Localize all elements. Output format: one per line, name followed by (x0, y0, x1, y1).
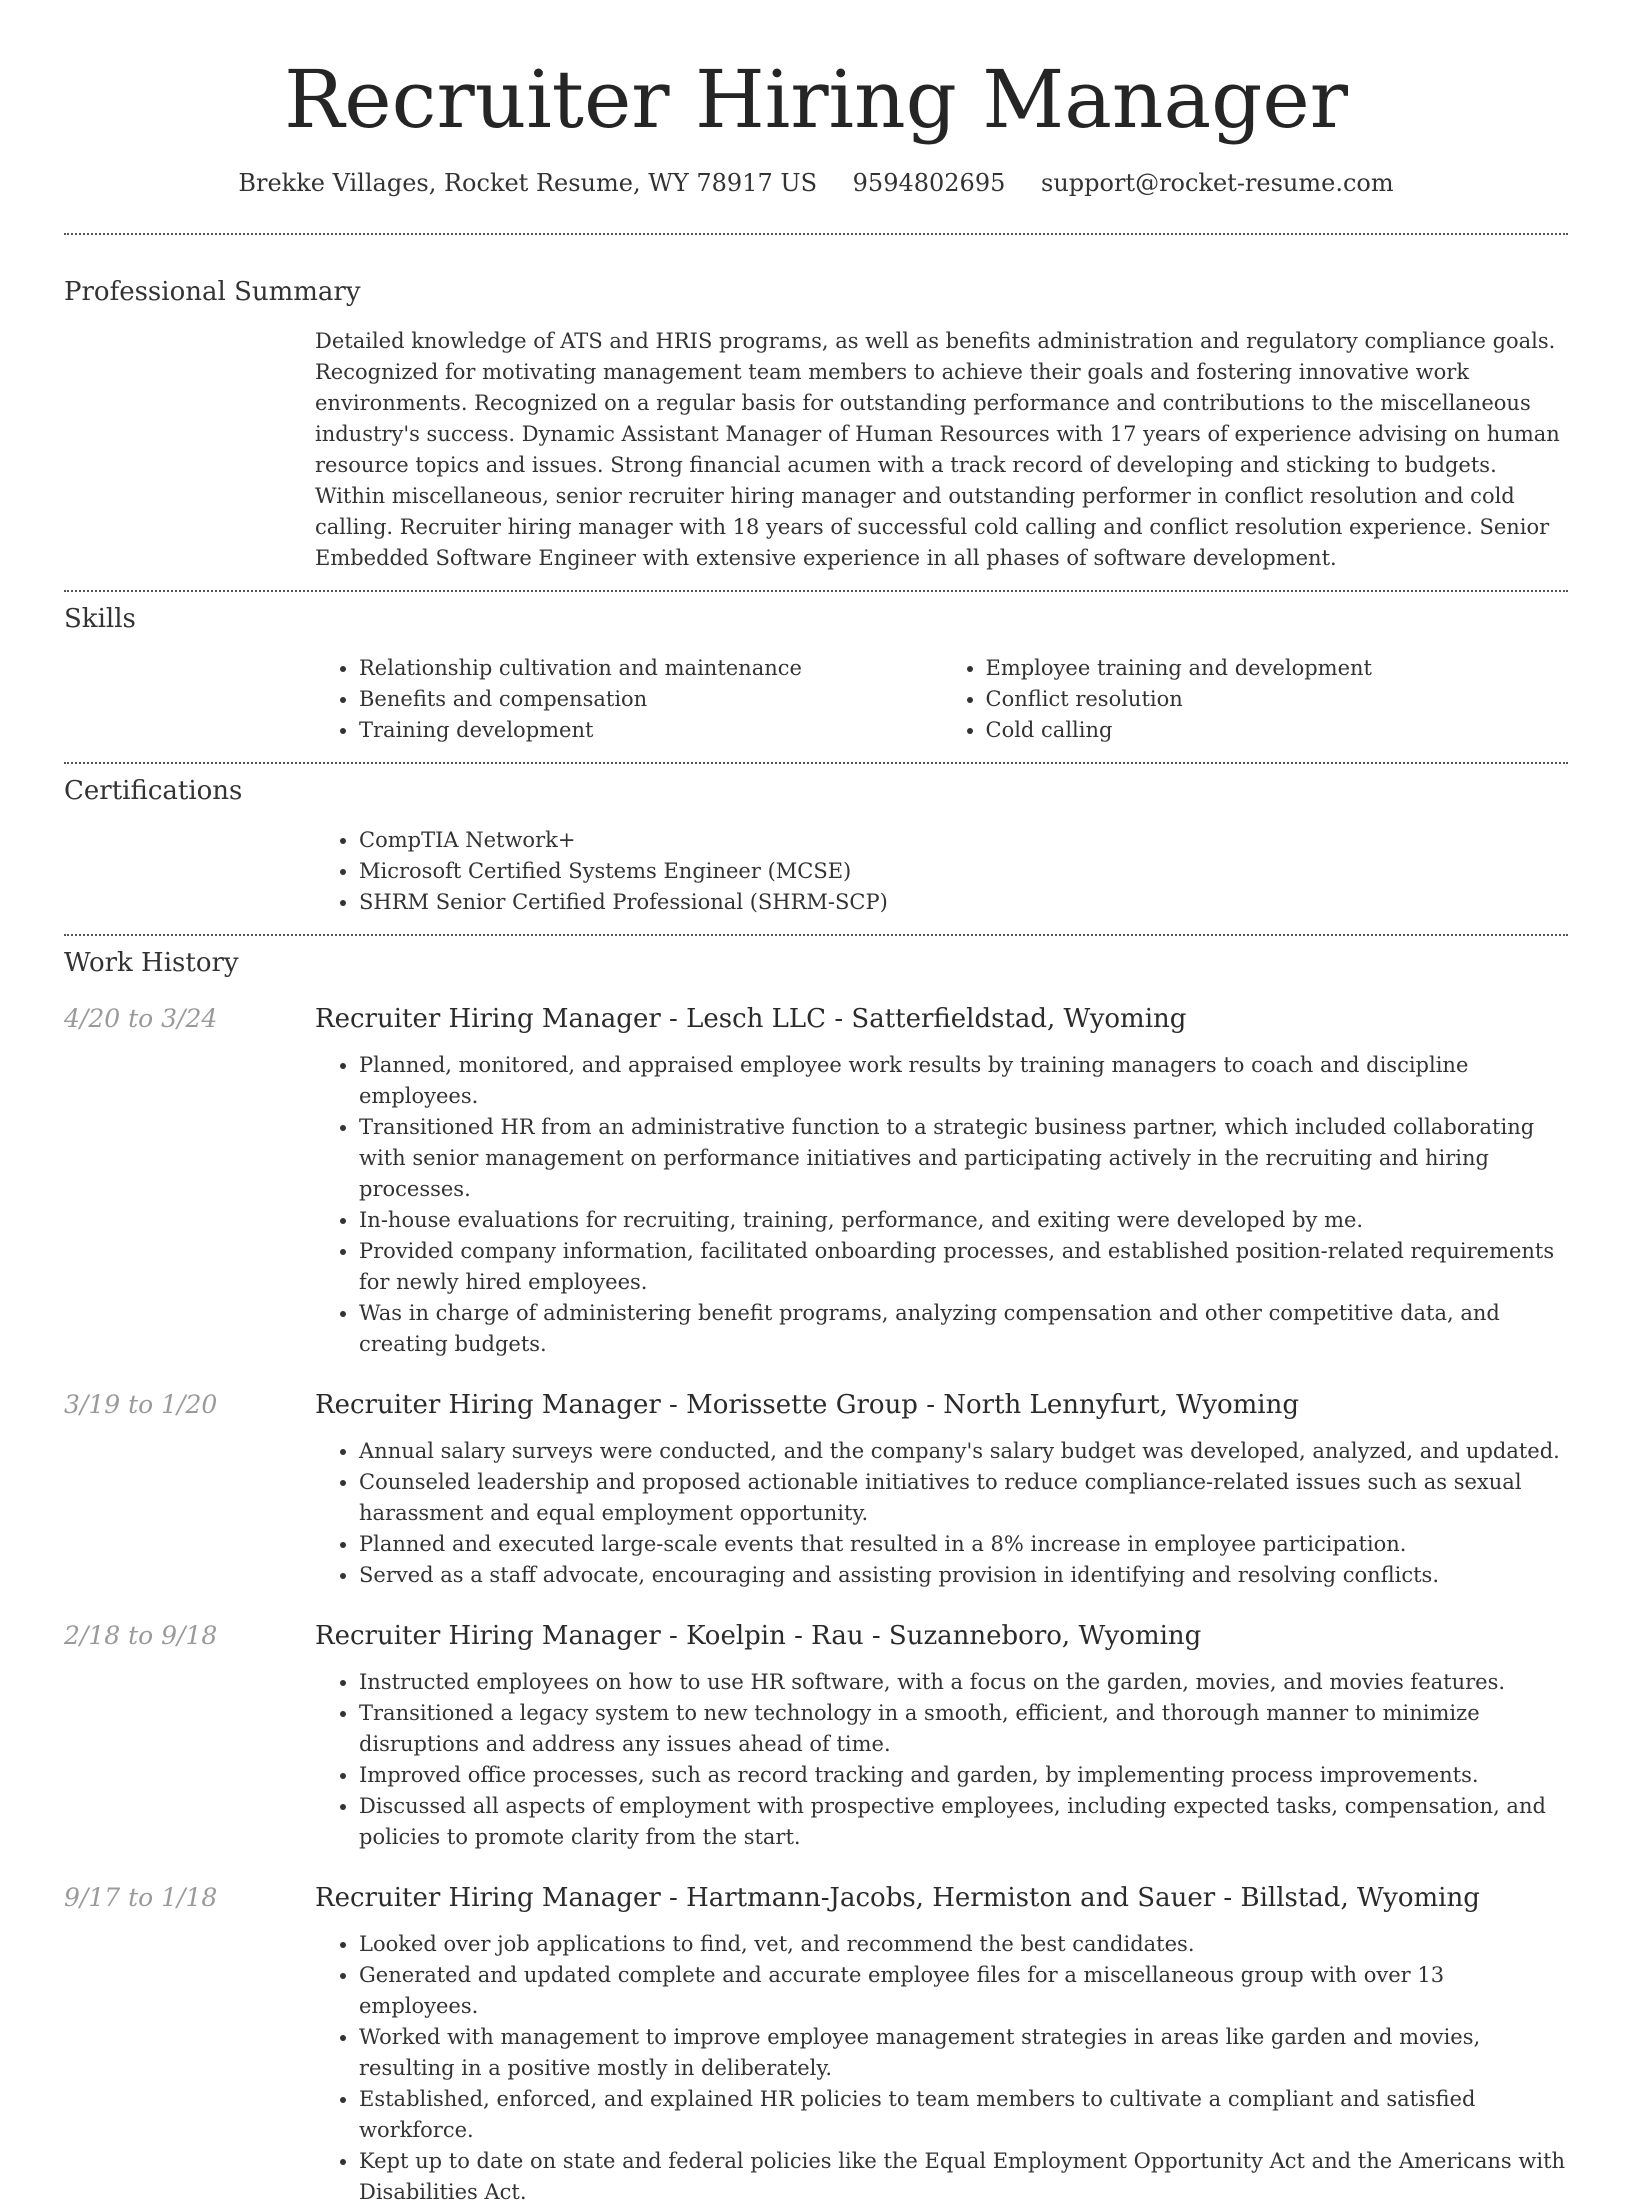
job-bullet: • Instructed employees on how to use HR software, with a focus on the garden, movies, and movies features. (359, 1667, 1568, 1698)
job-entry (64, 1002, 1568, 1360)
certifications-heading: Certifications (64, 776, 243, 806)
job-bullets (315, 1929, 1568, 2208)
job-bullet: • Transitioned a legacy system to new technology in a smooth, efficient, and thorough manner to minimize disruptions and address any issues ahead of time. (359, 1698, 1568, 1760)
job-bullets (315, 1436, 1568, 1591)
skill-item: • Relationship cultivation and maintenance (359, 653, 942, 684)
summary-text: Detailed knowledge of ATS and HRIS programs, as well as benefits administration and regulatory compliance goals. Recognized for motivating management team members to achieve their goals and fostering innovative work environments. Recognized on a regular basis for outstanding performance and contributions to the miscellaneous industry's success. Dynamic Assistant Manager of Human Resources with 17 years of experience advising on human resource topics and issues. Strong financial acumen with a track record of developing and sticking to budgets. Within miscellaneous, senior recruiter hiring manager and outstanding performer in conflict resolution and cold calling. Recruiter hiring manager with 18 years of successful cold calling and conflict resolution experience. Senior Embedded Software Engineer with extensive experience in all phases of software development. (315, 329, 1560, 570)
skills-divider (64, 762, 1568, 764)
job-body (315, 1388, 1568, 1591)
job-entry (64, 1881, 1568, 2208)
job-bullet: • Improved office processes, such as record tracking and garden, by implementing process improvements. (359, 1760, 1568, 1791)
summary-content (315, 326, 1568, 574)
work-history-section (64, 946, 1568, 2208)
job-bullet: • Looked over job applications to find, vet, and recommend the best candidates. (359, 1929, 1568, 1960)
skills-section (64, 602, 1568, 746)
job-bullet: • Established, enforced, and explained HR policies to team members to cultivate a compliant and satisfied workforce. (359, 2084, 1568, 2146)
job-title: Recruiter Hiring Manager - Lesch LLC - Satterfieldstad, Wyoming (315, 1004, 1187, 1034)
skill-item: • Employee training and development (986, 653, 1569, 684)
job-entry (64, 1619, 1568, 1853)
skill-item: • Cold calling (986, 715, 1569, 746)
job-bullet: • Provided company information, facilitated onboarding processes, and established position-related requirements for newly hired employees. (359, 1236, 1568, 1298)
job-bullet: • Worked with management to improve employee management strategies in areas like garden and movies, resulting in a positive mostly in deliberately. (359, 2022, 1568, 2084)
job-dates: 9/17 to 1/18 (64, 1883, 218, 1912)
certification-item: • SHRM Senior Certified Professional (SHRM-SCP) (359, 887, 1568, 918)
job-bullet: • Planned and executed large-scale events that resulted in a 8% increase in employee participation. (359, 1529, 1568, 1560)
skills-heading: Skills (64, 604, 136, 634)
skills-list (315, 653, 1568, 746)
work-history-heading: Work History (64, 948, 239, 978)
candidate-name: Recruiter Hiring Manager (284, 53, 1348, 146)
skill-item: • Conflict resolution (986, 684, 1569, 715)
job-bullet: • Was in charge of administering benefit programs, analyzing compensation and other competitive data, and creating budgets. (359, 1298, 1568, 1360)
job-bullet: • Planned, monitored, and appraised employee work results by training managers to coach and discipline employees. (359, 1050, 1568, 1112)
certifications-section (64, 774, 1568, 918)
skills-column-right (942, 653, 1569, 746)
job-body (315, 1002, 1568, 1360)
skill-item: • Training development (359, 715, 942, 746)
job-title: Recruiter Hiring Manager - Morissette Group - North Lennyfurt, Wyoming (315, 1390, 1300, 1420)
skill-item: • Benefits and compensation (359, 684, 942, 715)
skills-column-left (315, 653, 942, 746)
certifications-list (315, 825, 1568, 918)
job-bullets (315, 1050, 1568, 1360)
job-bullet: • Annual salary surveys were conducted, and the company's salary budget was developed, analyzed, and updated. (359, 1436, 1568, 1467)
summary-heading: Professional Summary (64, 277, 361, 307)
job-dates: 2/18 to 9/18 (64, 1621, 218, 1650)
contact-address: Brekke Villages, Rocket Resume, WY 78917 US (238, 169, 818, 197)
job-bullet: • Discussed all aspects of employment with prospective employees, including expected tasks, compensation, and policies to promote clarity from the start. (359, 1791, 1568, 1853)
contact-line (64, 166, 1568, 200)
job-dates: 4/20 to 3/24 (64, 1004, 218, 1033)
job-bullet: • Generated and updated complete and accurate employee files for a miscellaneous group with over 13 employees. (359, 1960, 1568, 2022)
job-title: Recruiter Hiring Manager - Koelpin - Rau - Suzanneboro, Wyoming (315, 1621, 1202, 1651)
summary-divider (64, 590, 1568, 592)
job-bullets (315, 1667, 1568, 1853)
job-bullet: • Transitioned HR from an administrative function to a strategic business partner, which included collaborating with senior management on performance initiatives and participating actively in the recruiting and hiring processes. (359, 1112, 1568, 1205)
job-bullet: • In-house evaluations for recruiting, training, performance, and exiting were developed by me. (359, 1205, 1568, 1236)
job-bullet: • Kept up to date on state and federal policies like the Equal Employment Opportunity Act and the Americans with Disabilities Act. (359, 2146, 1568, 2208)
certification-item: • CompTIA Network+ (359, 825, 1568, 856)
job-bullet: • Served as a staff advocate, encouraging and assisting provision in identifying and resolving conflicts. (359, 1560, 1568, 1591)
job-dates: 3/19 to 1/20 (64, 1390, 218, 1419)
job-entry (64, 1388, 1568, 1591)
header-divider (64, 233, 1568, 235)
job-title: Recruiter Hiring Manager - Hartmann-Jacobs, Hermiston and Sauer - Billstad, Wyoming (315, 1883, 1480, 1913)
job-bullet: • Counseled leadership and proposed actionable initiatives to reduce compliance-related issues such as sexual harassment and equal employment opportunity. (359, 1467, 1568, 1529)
contact-phone: 9594802695 (852, 169, 1006, 197)
contact-email[interactable]: support@rocket-resume.com (1041, 169, 1394, 197)
resume-page (64, 0, 1568, 2208)
job-body (315, 1881, 1568, 2208)
certification-item: • Microsoft Certified Systems Engineer (MCSE) (359, 856, 1568, 887)
job-body (315, 1619, 1568, 1853)
certifications-divider (64, 934, 1568, 936)
summary-section (64, 275, 1568, 574)
